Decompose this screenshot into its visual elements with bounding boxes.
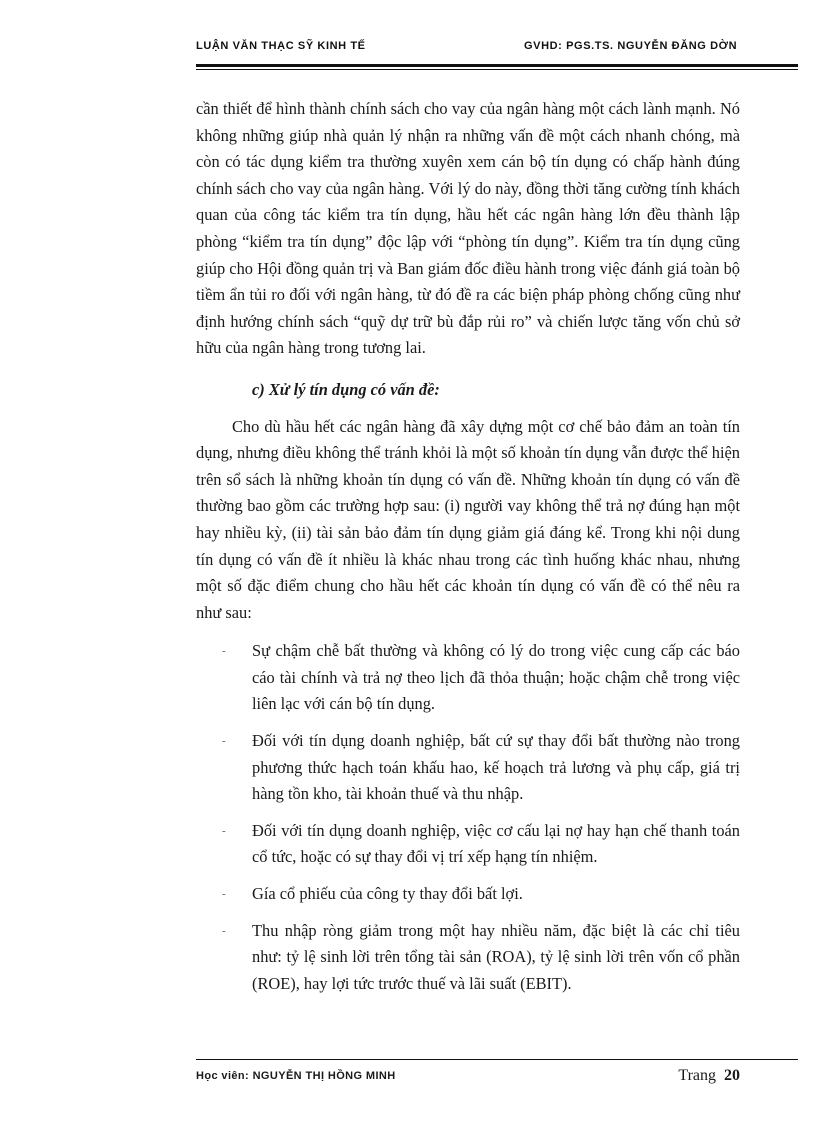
page-number [678, 1067, 740, 1085]
list-item-text: Thu nhập ròng giảm trong một hay nhiều năm, đặc biệt là các chỉ tiêu như: tỷ lệ sinh lời trên tổng tài sản (ROA), tỷ lệ sinh lời trên vốn cổ phần (ROE), hay lợi tức trước thuế và lãi suất (EBIT). [252, 920, 740, 993]
list-item-text: Gía cổ phiếu của công ty thay đổi bất lợi. [252, 884, 523, 904]
paragraph-continuation: cần thiết để hình thành chính sách cho vay của ngân hàng một cách lành mạnh. Nó không những giúp nhà quản lý nhận ra những vấn đề một cách nhanh chóng, mà còn có tác dụng kiểm tra thường xuyên xem cán bộ tín dụng có chấp hành đúng chính sách cho vay của ngân hàng. Với lý do này, đồng thời tăng cường tính khách quan của công tác kiểm tra tín dụng, hầu hết các ngân hàng lớn đều thành lập phòng “kiểm tra tín dụng” độc lập với “phòng tín dụng”. Kiểm tra tín dụng cũng giúp cho Hội đồng quản trị và Ban giám đốc điều hành trong việc đánh giá toàn bộ tiềm ẩn tủi ro đối với ngân hàng, từ đó đề ra các biện pháp phòng chống cũng như định hướng chính sách “quỹ dự trữ bù đắp rủi ro” và chiến lược tăng vốn chủ sở hữu của ngân hàng trong tương lai. [196, 99, 740, 358]
bullet-dash: - [222, 735, 226, 748]
list-item-text: Đối với tín dụng doanh nghiệp, việc cơ cấu lại nợ hay hạn chế thanh toán cổ tức, hoặc có sự thay đổi vị trí xếp hạng tín nhiệm. [252, 820, 740, 867]
page-label: Trang [678, 1067, 716, 1084]
page-number-value: 20 [724, 1067, 740, 1084]
bullet-list [196, 638, 740, 997]
footer-rule [196, 1059, 798, 1060]
bullet-dash: - [222, 924, 226, 937]
bullet-dash: - [222, 888, 226, 901]
section-heading: c) Xử lý tín dụng có vấn đề: [252, 379, 440, 399]
student-name: Học viên: NGUYỄN THỊ HỒNG MINH [196, 1070, 396, 1082]
list-item [196, 728, 740, 808]
header-rule-thick [196, 64, 798, 67]
page-footer [196, 1067, 740, 1089]
supervisor-name: GVHD: PGS.TS. NGUYỄN ĐĂNG DỜN [524, 40, 738, 52]
header-rule-thin [196, 69, 798, 70]
list-item [196, 881, 740, 908]
list-item [196, 918, 740, 998]
list-item-text: Sự chậm chễ bất thường và không có lý do trong việc cung cấp các báo cáo tài chính và trả nợ theo lịch đã thỏa thuận; hoặc chậm chễ trong việc liên lạc với cán bộ tín dụng. [252, 641, 740, 714]
page-content [196, 96, 740, 1007]
bullet-dash: - [222, 824, 226, 837]
paragraph-intro: Cho dù hầu hết các ngân hàng đã xây dựng một cơ chế bảo đảm an toàn tín dụng, nhưng điều không thể tránh khỏi là một số khoản tín dụng vẫn được thể hiện trên sổ sách là những khoản tín dụng có vấn đề. Những khoản tín dụng có vấn đề thường bao gồm các trường hợp sau: (i) người vay không thể trả nợ đúng hạn một hay nhiều kỳ, (ii) tài sản bảo đảm tín dụng giảm giá đáng kể. Trong khi nội dung tín dụng có vấn đề ít nhiều là khác nhau trong các tình huống khác nhau, nhưng một số đặc điểm chung cho hầu hết các khoản tín dụng có vấn đề có thể nêu ra như sau: [196, 416, 740, 622]
page-header [196, 36, 798, 56]
bullet-dash: - [222, 645, 226, 658]
list-item-text: Đối với tín dụng doanh nghiệp, bất cứ sự thay đổi bất thường nào trong phương thức hạch toán khấu hao, kế hoạch trả lương và phụ cấp, giá trị hàng tồn kho, tài khoản thuế và thu nhập. [252, 731, 740, 804]
list-item [196, 638, 740, 718]
thesis-title: LUẬN VĂN THẠC SỸ KINH TẾ [196, 40, 366, 52]
list-item [196, 818, 740, 871]
